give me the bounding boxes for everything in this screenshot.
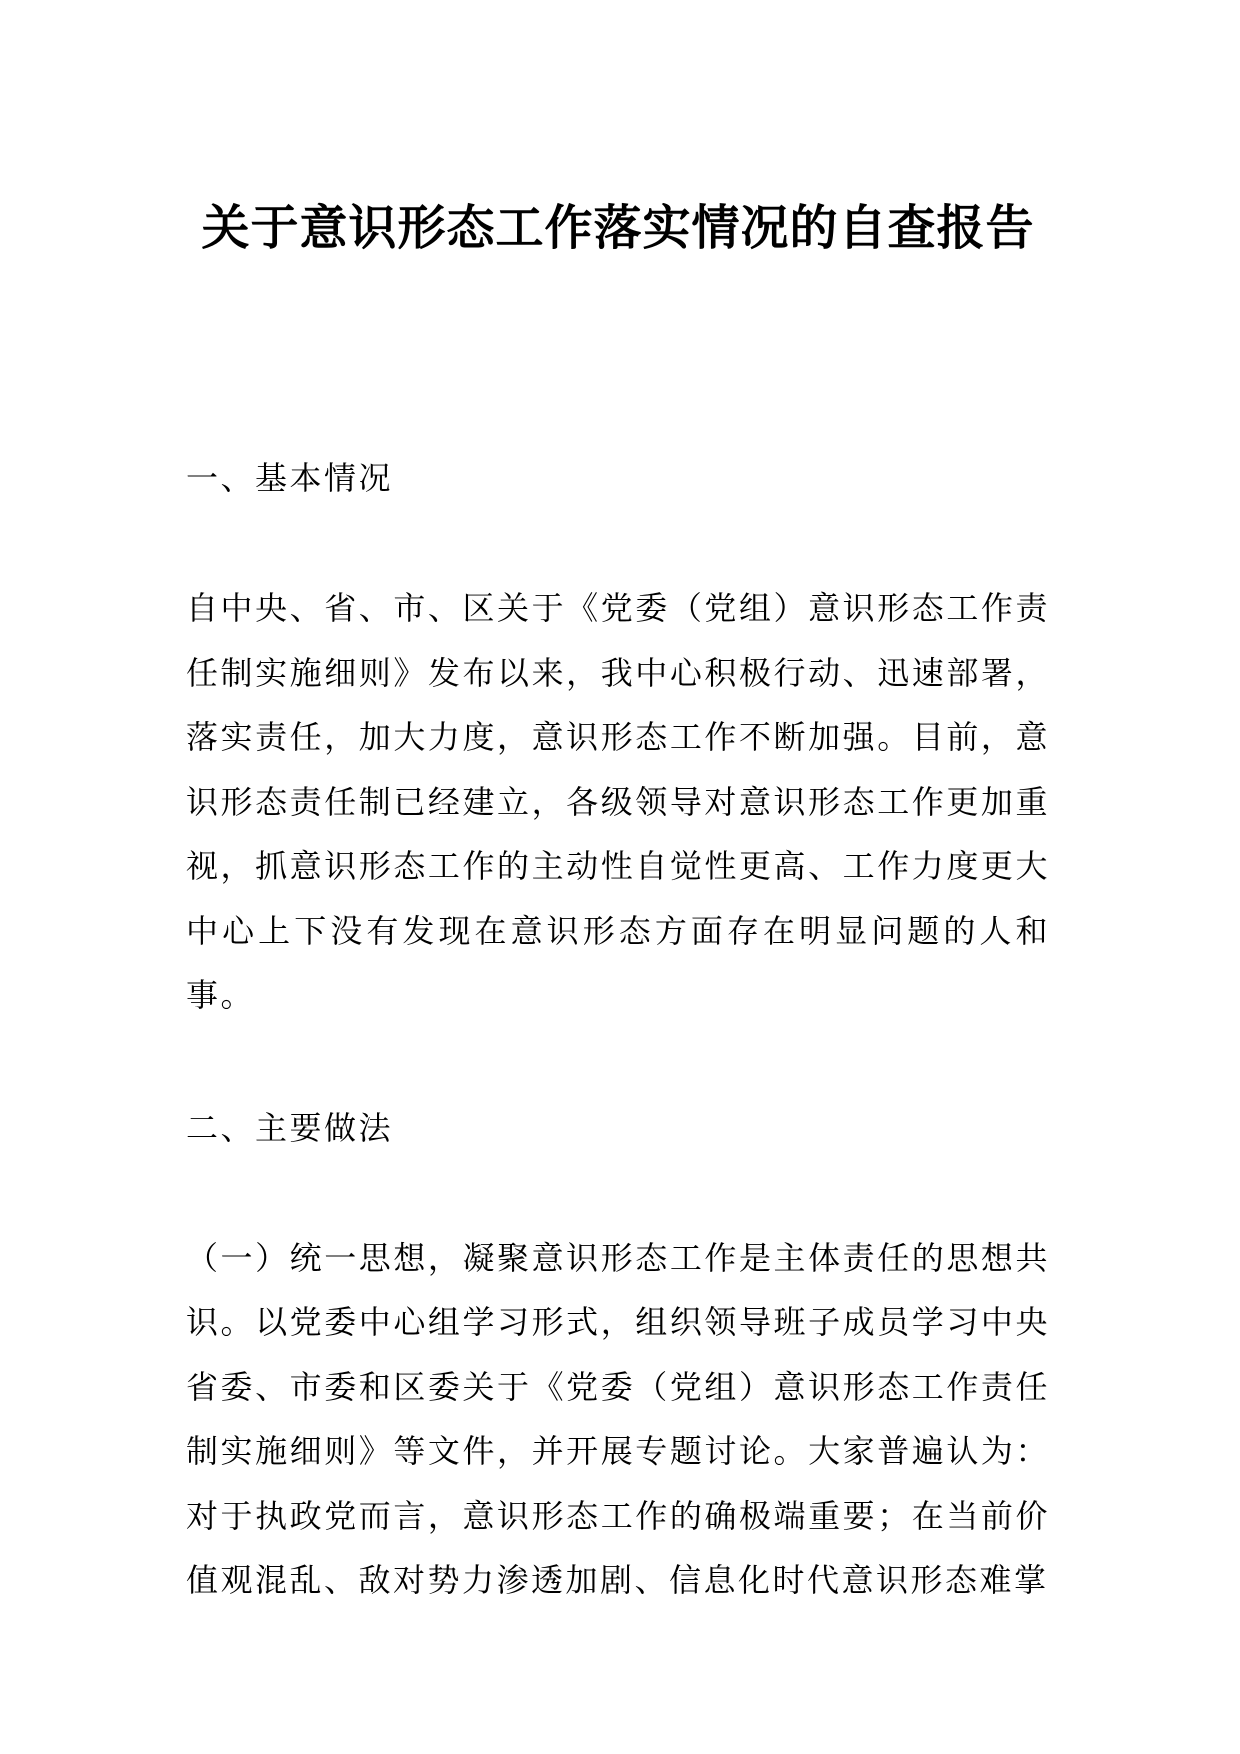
section-heading-basic-situation: 一、基本情况 bbox=[186, 460, 394, 496]
section-heading-main-practices: 二、主要做法 bbox=[186, 1109, 394, 1146]
section-basic-situation-paragraph: 自中央、省、市、区关于《党委（党组）意识形态工作责任制实施细则》发布以来，我中心积极行动、迅速部署，落实责任，加大力度，意识形态工作不断加强。目前，意识形态责任制已经建立，各级领导对意识形态工作更加重视，抓意识形态工作的主动性自觉性更高、工作力度更大中心上下没有发现在意识形态方面存在明显问题的人和事。 bbox=[186, 590, 1050, 1013]
document-title: 关于意识形态工作落实情况的自查报告 bbox=[201, 202, 1035, 255]
section-main-practices-paragraph: （一）统一思想，凝聚意识形态工作是主体责任的思想共识。以党委中心组学习形式，组织领导班子成员学习中央省委、市委和区委关于《党委（党组）意识形态工作责任制实施细则》等文件，并开展专题讨论。大家普遍认为：对于执政党而言，意识形态工作的确极端重要；在当前价值观混乱、敌对势力渗透加剧、信息化时代意识形态难掌 bbox=[186, 1239, 1050, 1598]
